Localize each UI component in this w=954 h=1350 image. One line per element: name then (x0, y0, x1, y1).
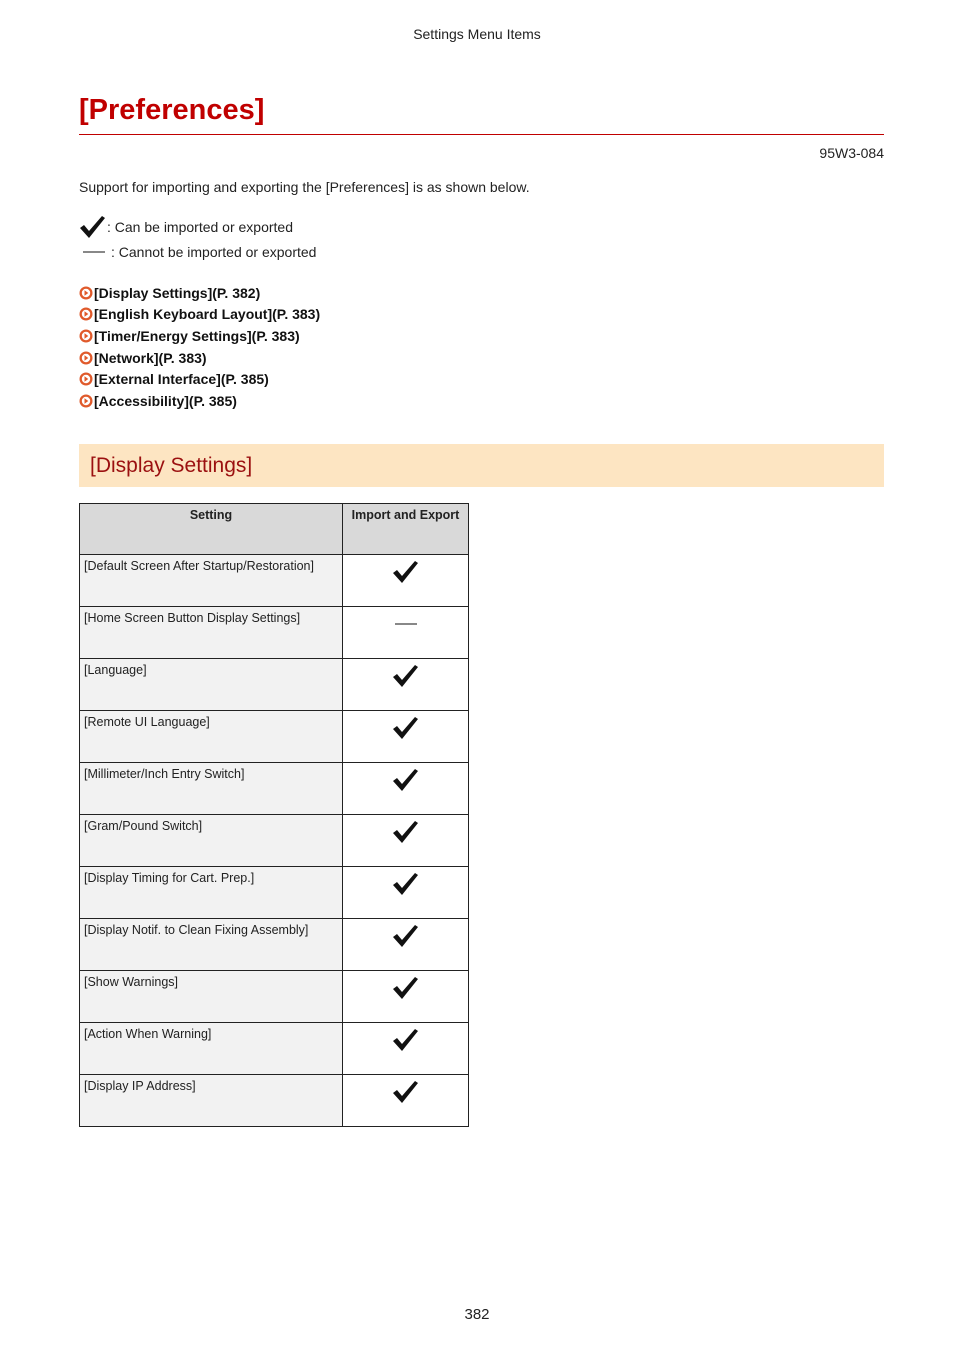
setting-name-cell: [Millimeter/Inch Entry Switch] (80, 763, 343, 815)
legend-label: : Cannot be imported or exported (111, 243, 317, 260)
table-header-row (80, 504, 469, 555)
setting-name-cell: [Display Notif. to Clean Fixing Assembly] (80, 919, 343, 971)
checkmark-icon (343, 867, 469, 919)
legend-item-not-importable (79, 239, 316, 264)
table-row (80, 867, 469, 919)
link-arrow-icon (79, 351, 93, 365)
checkmark-icon (343, 555, 469, 607)
table-body (80, 555, 469, 1127)
setting-name-cell: [Show Warnings] (80, 971, 343, 1023)
link-english-keyboard-layout[interactable] (79, 304, 320, 326)
checkmark-icon (343, 763, 469, 815)
checkmark-icon (79, 215, 107, 239)
running-header: Settings Menu Items (413, 26, 541, 42)
page-number: 382 (464, 1306, 490, 1323)
title-rule (79, 134, 884, 135)
link-label: [Network](P. 383) (94, 349, 207, 366)
table-row (80, 763, 469, 815)
setting-name-cell: [Action When Warning] (80, 1023, 343, 1075)
link-timer-energy-settings[interactable] (79, 325, 320, 347)
setting-name-cell: [Display IP Address] (80, 1075, 343, 1127)
link-external-interface[interactable] (79, 368, 320, 390)
setting-name-cell: [Default Screen After Startup/Restoration] (80, 555, 343, 607)
link-accessibility[interactable] (79, 390, 320, 412)
table-row (80, 659, 469, 711)
table-row (80, 555, 469, 607)
link-label: [Accessibility](P. 385) (94, 392, 237, 409)
checkmark-icon (343, 971, 469, 1023)
setting-name-cell: [Gram/Pound Switch] (80, 815, 343, 867)
link-arrow-icon (79, 394, 93, 408)
checkmark-icon (343, 711, 469, 763)
link-label: [English Keyboard Layout](P. 383) (94, 306, 321, 323)
settings-table (79, 503, 469, 1127)
link-arrow-icon (79, 329, 93, 343)
link-network[interactable] (79, 347, 320, 369)
table-row (80, 919, 469, 971)
table-row (80, 1075, 469, 1127)
intro-text: Support for importing and exporting the [Preferences] is as shown below. (79, 179, 530, 195)
dash-icon (79, 251, 107, 253)
setting-name-cell: [Remote UI Language] (80, 711, 343, 763)
checkmark-icon (343, 815, 469, 867)
page-title: [Preferences] (79, 94, 265, 126)
checkmark-icon (343, 1023, 469, 1075)
column-header-setting: Setting (80, 504, 343, 555)
section-title: [Display Settings] (90, 454, 253, 477)
link-label: [External Interface](P. 385) (94, 371, 269, 388)
checkmark-icon (343, 659, 469, 711)
link-label: [Timer/Energy Settings](P. 383) (94, 327, 300, 344)
document-code: 95W3-084 (819, 145, 884, 161)
table-row (80, 711, 469, 763)
checkmark-icon (343, 1075, 469, 1127)
legend (79, 214, 316, 264)
link-arrow-icon (79, 286, 93, 300)
link-arrow-icon (79, 372, 93, 386)
legend-item-importable (79, 214, 316, 239)
setting-name-cell: [Language] (80, 659, 343, 711)
dash-icon (343, 607, 469, 659)
section-links (79, 282, 320, 412)
checkmark-icon (343, 919, 469, 971)
section-header-display-settings (79, 444, 884, 487)
setting-name-cell: [Display Timing for Cart. Prep.] (80, 867, 343, 919)
link-display-settings[interactable] (79, 282, 320, 304)
column-header-import-export: Import and Export (343, 504, 469, 555)
table-row (80, 971, 469, 1023)
table-row (80, 607, 469, 659)
link-label: [Display Settings](P. 382) (94, 284, 261, 301)
table-row (80, 1023, 469, 1075)
link-arrow-icon (79, 307, 93, 321)
setting-name-cell: [Home Screen Button Display Settings] (80, 607, 343, 659)
table-row (80, 815, 469, 867)
legend-label: : Can be imported or exported (107, 218, 293, 235)
